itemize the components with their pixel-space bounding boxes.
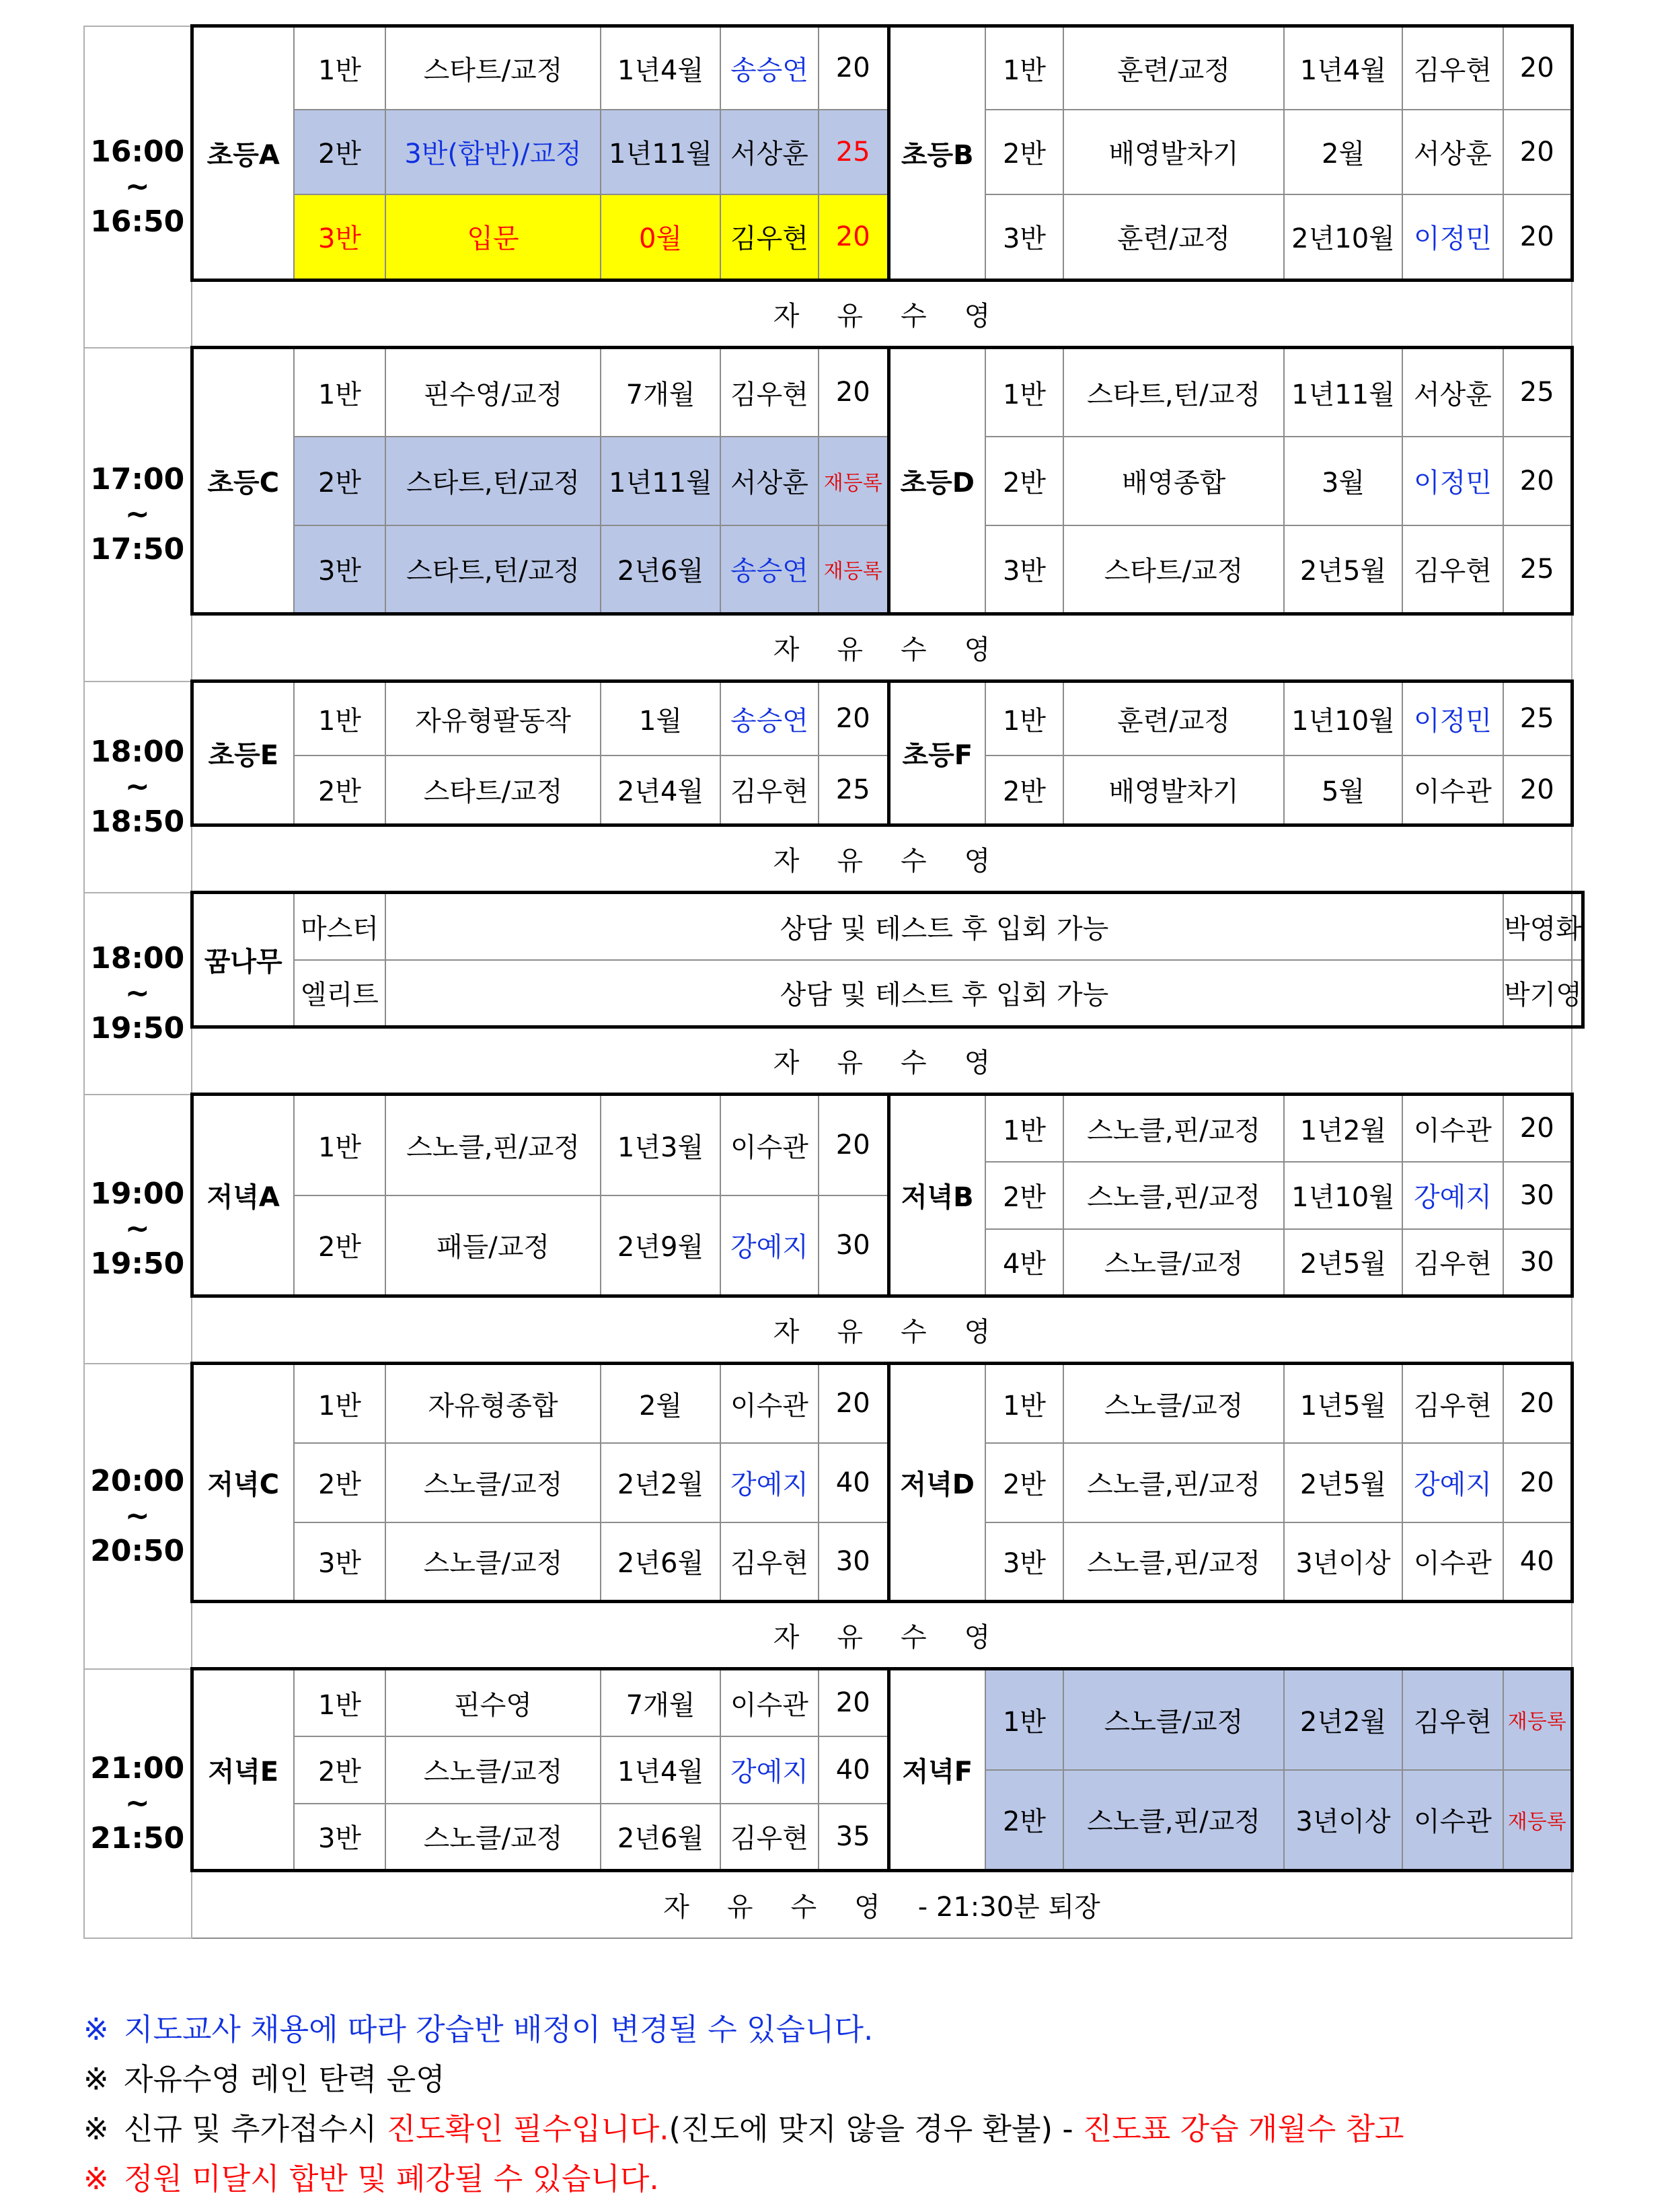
time-slot: 17:00 ~ 17:50 [84,348,192,681]
class-content: 스노클,핀/교정 [1063,1522,1284,1602]
class-content: 스노클/교정 [385,1736,601,1804]
class-content: 훈련/교정 [1063,681,1284,755]
class-number: 2반 [294,1195,385,1296]
class-teacher: 김우현 [720,1804,819,1871]
class-capacity: 30 [819,1195,888,1296]
class-group-name: 초등D [888,348,985,614]
time-slot: 21:00 ~ 21:50 [84,1669,192,1938]
class-capacity: 20 [1503,437,1572,525]
class-period: 1년4월 [601,26,720,110]
class-teacher: 서상훈 [1402,348,1503,437]
class-teacher: 서상훈 [1402,110,1503,194]
class-capacity: 25 [1503,681,1572,755]
time-slot: 18:00 ~ 19:50 [84,893,192,1095]
class-period: 2년5월 [1284,1229,1402,1296]
class-content: 스타트/교정 [385,26,601,110]
class-content: 패들/교정 [385,1195,601,1296]
class-group-name: 초등B [888,26,985,281]
class-period: 1년10월 [1284,1162,1402,1229]
class-group-name: 초등A [192,26,294,281]
class-teacher: 김우현 [1402,1669,1503,1770]
enrollment-note: 상담 및 테스트 후 입회 가능 [385,893,1503,960]
class-teacher: 서상훈 [720,110,819,194]
class-number: 1반 [294,26,385,110]
class-period: 2년5월 [1284,525,1402,614]
enrollment-note: 상담 및 테스트 후 입회 가능 [385,960,1503,1027]
class-period: 2년2월 [1284,1669,1402,1770]
class-content: 스노클,핀/교정 [1063,1162,1284,1229]
re-registration-badge: 재등록 [1503,1770,1572,1871]
class-capacity: 20 [1503,26,1572,110]
class-number: 2반 [294,110,385,194]
class-group-name: 저녁F [888,1669,985,1871]
class-capacity: 20 [1503,110,1572,194]
class-teacher: 김우현 [1402,26,1503,110]
class-content: 배영발차기 [1063,110,1284,194]
class-content: 핀수영/교정 [385,348,601,437]
class-group-name: 초등C [192,348,294,614]
class-period: 1년4월 [601,1736,720,1804]
note-line: ※ 지도교사 채용에 따라 강습반 배정이 변경될 수 있습니다. [83,2012,874,2047]
class-period: 1년5월 [1284,1364,1402,1443]
class-number: 2반 [294,1736,385,1804]
free-swim-label: 자 유 수 영 [192,1602,1572,1669]
class-content: 스노클,핀/교정 [1063,1443,1284,1522]
class-number: 2반 [985,1162,1063,1229]
class-group-name: 꿈나무 [192,893,294,1027]
class-content: 스노클/교정 [385,1804,601,1871]
table-row [84,525,1583,614]
class-period: 2월 [601,1364,720,1443]
free-swim-label: 자 유 수 영 [192,1296,1572,1364]
free-swim-row [84,614,1583,681]
class-teacher: 김우현 [1402,1229,1503,1296]
class-teacher: 이정민 [1402,681,1503,755]
class-capacity: 20 [819,1364,888,1443]
class-teacher: 이수관 [1402,1770,1503,1871]
class-level: 엘리트 [294,960,385,1027]
class-group-name: 초등E [192,681,294,825]
class-capacity: 25 [1503,348,1572,437]
class-number: 1반 [985,1669,1063,1770]
class-capacity: 20 [819,26,888,110]
class-teacher: 이정민 [1402,194,1503,281]
class-content: 3반(합반)/교정 [385,110,601,194]
class-teacher: 이수관 [720,1095,819,1195]
class-group-name: 저녁A [192,1095,294,1296]
class-teacher: 송승연 [720,26,819,110]
class-content: 스타트,턴/교정 [385,437,601,525]
class-period: 7개월 [601,1669,720,1736]
class-capacity: 20 [819,348,888,437]
class-number: 3반 [294,1522,385,1602]
free-swim-label: 자 유 수 영 [192,1027,1572,1095]
class-number: 3반 [985,525,1063,614]
class-capacity: 40 [1503,1522,1572,1602]
class-number: 2반 [294,437,385,525]
class-content: 입문 [385,194,601,281]
free-swim-row [84,825,1583,893]
class-teacher: 김우현 [1402,1364,1503,1443]
class-content: 스노클/교정 [1063,1229,1284,1296]
class-capacity: 20 [819,681,888,755]
class-capacity: 40 [819,1443,888,1522]
class-content: 자유형팔동작 [385,681,601,755]
class-period: 1월 [601,681,720,755]
class-teacher: 김우현 [720,755,819,825]
class-capacity: 20 [1503,1095,1572,1162]
class-capacity: 30 [1503,1229,1572,1296]
class-teacher: 이수관 [720,1669,819,1736]
free-swim-label: 자 유 수 영 - 21:30분 퇴장 [192,1871,1572,1938]
class-capacity: 20 [1503,755,1572,825]
class-teacher: 이정민 [1402,437,1503,525]
class-number: 3반 [985,1522,1063,1602]
class-content: 핀수영 [385,1669,601,1736]
class-capacity: 30 [819,1522,888,1602]
class-content: 배영종합 [1063,437,1284,525]
class-number: 3반 [294,1804,385,1871]
class-period: 0월 [601,194,720,281]
class-number: 3반 [985,194,1063,281]
class-number: 2반 [985,1770,1063,1871]
class-content: 스타트/교정 [385,755,601,825]
class-number: 1반 [294,681,385,755]
class-teacher: 박기영 [1503,960,1572,1027]
class-period: 2년5월 [1284,1443,1402,1522]
class-number: 2반 [294,1443,385,1522]
class-content: 스노클/교정 [1063,1364,1284,1443]
time-slot: 16:00 ~ 16:50 [84,26,192,348]
table-row [84,681,1583,755]
class-capacity: 20 [1503,194,1572,281]
class-level: 마스터 [294,893,385,960]
class-period: 2년6월 [601,1804,720,1871]
class-group-name: 저녁C [192,1364,294,1602]
class-content: 훈련/교정 [1063,194,1284,281]
class-content: 배영발차기 [1063,755,1284,825]
class-capacity: 20 [819,194,888,281]
table-row [84,348,1583,437]
class-number: 1반 [294,1364,385,1443]
class-content: 스노클/교정 [385,1522,601,1602]
class-content: 스노클/교정 [1063,1669,1284,1770]
class-period: 3년이상 [1284,1770,1402,1871]
class-number: 3반 [294,525,385,614]
class-group-name: 초등F [888,681,985,825]
class-number: 2반 [294,755,385,825]
class-teacher: 송승연 [720,525,819,614]
time-slot: 20:00 ~ 20:50 [84,1364,192,1669]
class-teacher: 김우현 [720,1522,819,1602]
swim-schedule-table [83,24,1585,1939]
class-teacher: 이수관 [720,1364,819,1443]
free-swim-row [84,1027,1583,1095]
class-teacher: 이수관 [1402,1522,1503,1602]
class-content: 스타트/교정 [1063,525,1284,614]
class-number: 1반 [985,1095,1063,1162]
class-group-name: 저녁D [888,1364,985,1602]
class-capacity: 25 [819,755,888,825]
table-row [84,1095,1583,1128]
class-teacher: 이수관 [1402,755,1503,825]
class-content: 스타트,턴/교정 [385,525,601,614]
class-number: 4반 [985,1229,1063,1296]
note-line: ※ 정원 미달시 합반 및 폐강될 수 있습니다. [83,2161,659,2197]
note-line: ※ 신규 및 추가접수시 진도확인 필수입니다.(진도에 맞지 않을 경우 환불) - 진도표 강습 개월수 참고 [83,2111,1404,2147]
free-swim-row [84,1296,1583,1364]
class-teacher: 송승연 [720,681,819,755]
class-period: 7개월 [601,348,720,437]
re-registration-badge: 재등록 [819,437,888,525]
table-row [84,1364,1583,1443]
class-period: 1년11월 [601,437,720,525]
table-row [84,960,1583,1027]
table-row [84,1669,1583,1703]
table-row [84,893,1583,960]
class-teacher: 김우현 [720,194,819,281]
class-number: 3반 [294,194,385,281]
free-swim-row [84,1871,1583,1938]
class-period: 1년3월 [601,1095,720,1195]
class-period: 2월 [1284,110,1402,194]
class-period: 2년2월 [601,1443,720,1522]
class-capacity: 35 [819,1804,888,1871]
table-row [84,110,1583,194]
re-registration-badge: 재등록 [1503,1669,1572,1770]
table-row [84,1522,1583,1602]
class-number: 1반 [294,1095,385,1195]
class-capacity: 25 [819,110,888,194]
class-number: 1반 [985,348,1063,437]
class-number: 1반 [294,348,385,437]
closing-time-note: - 21:30분 퇴장 [917,1891,1100,1923]
class-teacher: 강예지 [720,1195,819,1296]
class-teacher: 강예지 [1402,1162,1503,1229]
notes-section [83,2005,1404,2204]
class-teacher: 강예지 [1402,1443,1503,1522]
class-period: 2년10월 [1284,194,1402,281]
class-content: 스노클,핀/교정 [1063,1770,1284,1871]
class-teacher: 강예지 [720,1736,819,1804]
free-swim-row [84,281,1583,348]
class-period: 3년이상 [1284,1522,1402,1602]
class-content: 스노클,핀/교정 [1063,1095,1284,1162]
class-number: 1반 [294,1669,385,1736]
table-row [84,1443,1583,1522]
class-group-name: 저녁E [192,1669,294,1871]
free-swim-label: 자 유 수 영 [192,614,1572,681]
class-content: 훈련/교정 [1063,26,1284,110]
class-period: 1년4월 [1284,26,1402,110]
class-teacher: 강예지 [720,1443,819,1522]
class-number: 2반 [985,755,1063,825]
class-capacity: 30 [1503,1162,1572,1229]
class-number: 1반 [985,1364,1063,1443]
class-number: 2반 [985,1443,1063,1522]
class-period: 1년11월 [1284,348,1402,437]
class-capacity: 20 [1503,1364,1572,1443]
class-period: 5월 [1284,755,1402,825]
class-content: 스노클,핀/교정 [385,1095,601,1195]
class-period: 1년10월 [1284,681,1402,755]
class-period: 2년6월 [601,1522,720,1602]
class-content: 자유형종합 [385,1364,601,1443]
class-period: 1년2월 [1284,1095,1402,1162]
class-capacity: 20 [1503,1443,1572,1522]
class-teacher: 김우현 [1402,525,1503,614]
class-number: 1반 [985,26,1063,110]
note-line: ※ 자유수영 레인 탄력 운영 [83,2061,445,2097]
time-slot: 19:00 ~ 19:50 [84,1095,192,1364]
class-period: 1년11월 [601,110,720,194]
class-teacher: 김우현 [720,348,819,437]
class-number: 1반 [985,681,1063,755]
class-group-name: 저녁B [888,1095,985,1296]
class-teacher: 박영화 [1503,893,1572,960]
free-swim-row [84,1602,1583,1669]
class-teacher: 서상훈 [720,437,819,525]
table-row [84,194,1583,281]
class-capacity: 20 [819,1095,888,1195]
class-period: 2년9월 [601,1195,720,1296]
class-period: 2년6월 [601,525,720,614]
table-row [84,437,1583,525]
class-number: 2반 [985,437,1063,525]
class-number: 2반 [985,110,1063,194]
class-period: 3월 [1284,437,1402,525]
class-content: 스타트,턴/교정 [1063,348,1284,437]
class-period: 2년4월 [601,755,720,825]
time-slot: 18:00 ~ 18:50 [84,681,192,893]
free-swim-label: 자 유 수 영 [192,281,1572,348]
class-content: 스노클/교정 [385,1443,601,1522]
class-capacity: 25 [1503,525,1572,614]
class-capacity: 40 [819,1736,888,1804]
re-registration-badge: 재등록 [819,525,888,614]
free-swim-label: 자 유 수 영 [192,825,1572,893]
table-row [84,755,1583,825]
class-teacher: 이수관 [1402,1095,1503,1162]
class-capacity: 20 [819,1669,888,1736]
table-row [84,26,1583,110]
